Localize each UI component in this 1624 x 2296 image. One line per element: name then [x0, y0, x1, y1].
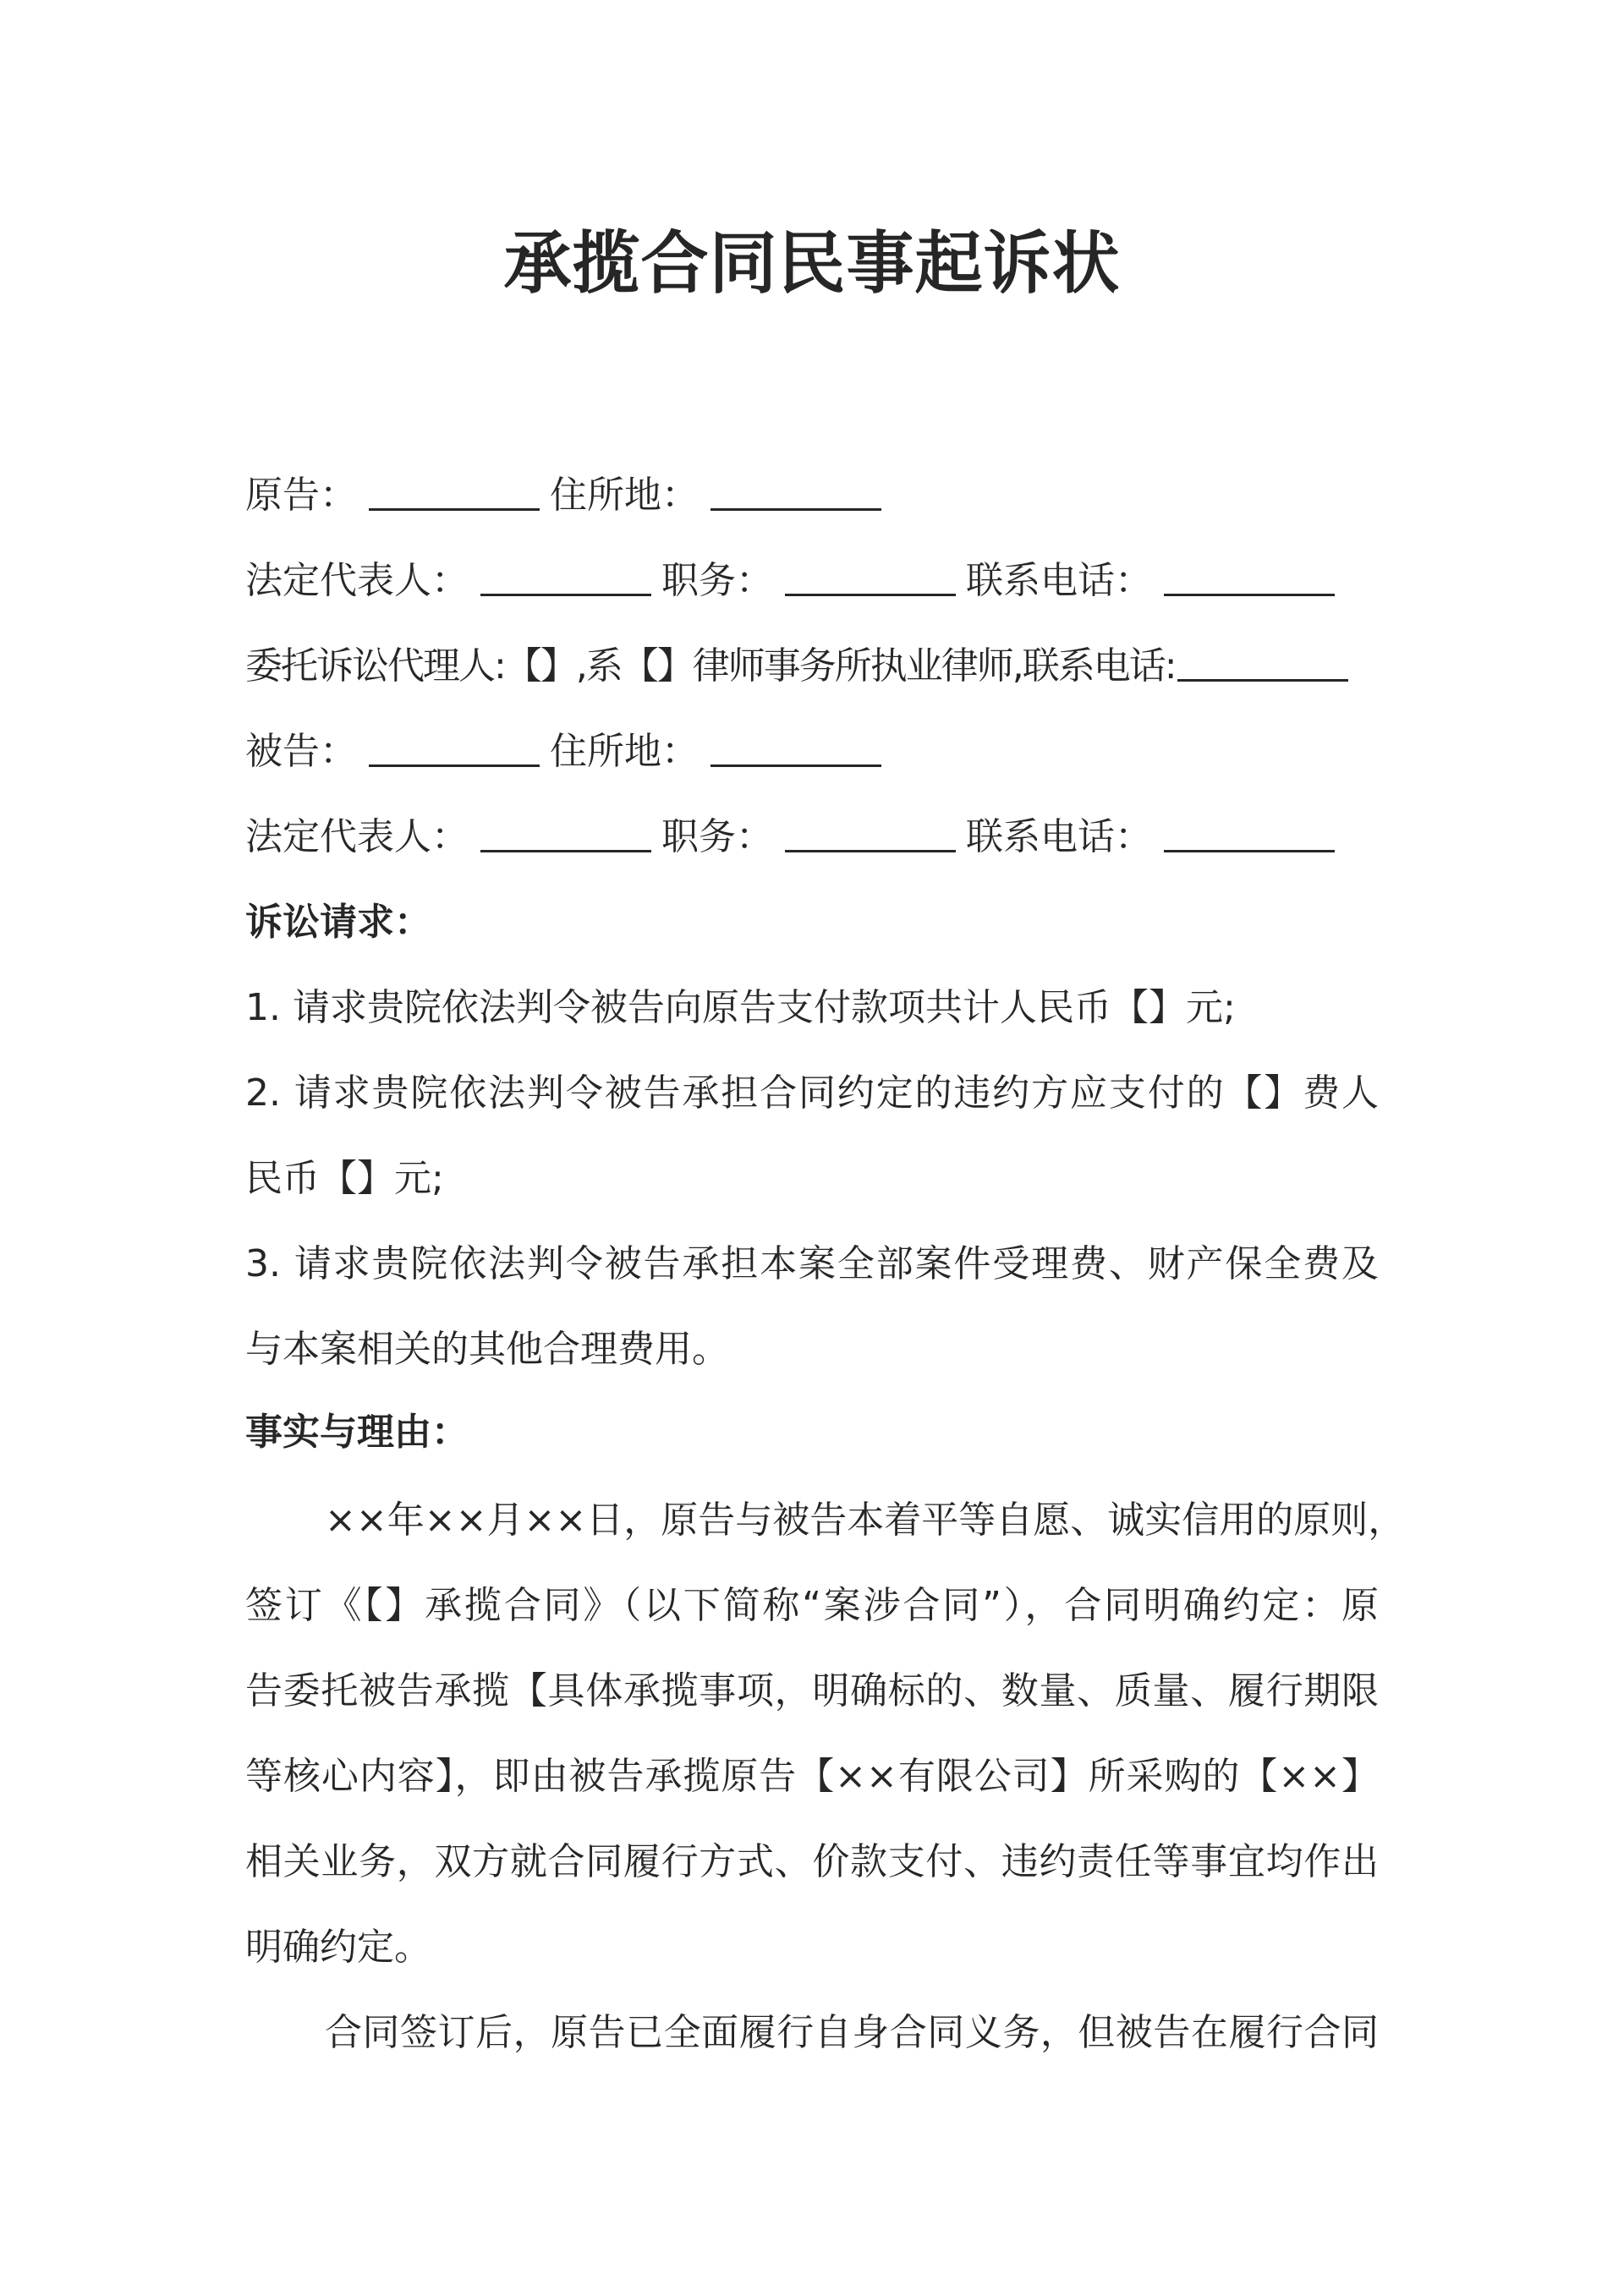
plaintiff-label: 原告： — [245, 474, 357, 517]
plaintiff-line — [245, 470, 1379, 521]
defendant-label: 被告： — [245, 730, 357, 773]
facts-line-4: 等核心内容】，即由被告承揽原告【××有限公司】所采购的【××】 — [245, 1755, 1379, 1798]
claim-line-3: 3. 请求贵院依法判令被告承担本案全部案件受理费、财产保全费及 — [245, 1242, 1379, 1285]
defendant-name-blank[interactable] — [369, 731, 540, 767]
defendant-line — [245, 726, 1379, 777]
claim-line-1: 1. 请求贵院依法判令被告向原告支付款项共计人民币【】元; — [245, 986, 1236, 1029]
defendant-address-blank[interactable] — [710, 731, 881, 767]
defendant-address-label: 住所地： — [550, 730, 699, 773]
plaintiff-legal-rep-blank[interactable] — [480, 560, 651, 596]
defendant-rep-line — [245, 812, 1379, 863]
plaintiff-legal-rep-label: 法定代表人： — [245, 559, 469, 602]
facts-line-6: 明确约定。 — [245, 1926, 431, 1969]
plaintiff-phone-label: 联系电话： — [966, 559, 1152, 602]
plaintiff-position-blank[interactable] — [785, 560, 956, 596]
agent-phone-blank[interactable] — [1177, 645, 1348, 682]
plaintiff-name-blank[interactable] — [369, 474, 540, 511]
defendant-legal-rep-label: 法定代表人： — [245, 815, 469, 858]
defendant-position-label: 职务： — [661, 815, 773, 858]
plaintiff-rep-line — [245, 556, 1379, 606]
claim-line-2: 2. 请求贵院依法判令被告承担合同约定的违约方应支付的【】费人 — [245, 1071, 1379, 1115]
defendant-phone-label: 联系电话： — [966, 815, 1152, 858]
agent-text: 委托诉讼代理人:【】,系【】律师事务所执业律师,联系电话: — [245, 644, 1176, 688]
facts-line-1: ××年××月××日，原告与被告本着平等自愿、诚实信用的原则， — [325, 1499, 1406, 1542]
agent-line — [245, 641, 1379, 692]
claim-line-2-cont: 民币【】元; — [245, 1157, 444, 1200]
facts-line-2: 签订《【】承揽合同》（以下简称“案涉合同”），合同明确约定：原 — [245, 1584, 1379, 1627]
facts-heading: 事实与理由： — [245, 1411, 469, 1454]
document-title: 承揽合同民事起诉状 — [503, 224, 1121, 303]
facts-line-3: 告委托被告承揽【具体承揽事项，明确标的、数量、质量、履行期限 — [245, 1669, 1379, 1712]
plaintiff-address-blank[interactable] — [710, 474, 881, 511]
plaintiff-position-label: 职务： — [661, 559, 773, 602]
defendant-phone-blank[interactable] — [1164, 816, 1335, 852]
claim-line-3-cont: 与本案相关的其他合理费用。 — [245, 1328, 729, 1371]
plaintiff-address-label: 住所地： — [550, 474, 699, 517]
defendant-position-blank[interactable] — [785, 816, 956, 852]
facts-line-5: 相关业务，双方就合同履行方式、价款支付、违约责任等事宜均作出 — [245, 1840, 1379, 1883]
facts-line-7: 合同签订后，原告已全面履行自身合同义务，但被告在履行合同 — [325, 2011, 1379, 2054]
plaintiff-phone-blank[interactable] — [1164, 560, 1335, 596]
defendant-legal-rep-blank[interactable] — [480, 816, 651, 852]
claims-heading: 诉讼请求： — [245, 901, 431, 944]
